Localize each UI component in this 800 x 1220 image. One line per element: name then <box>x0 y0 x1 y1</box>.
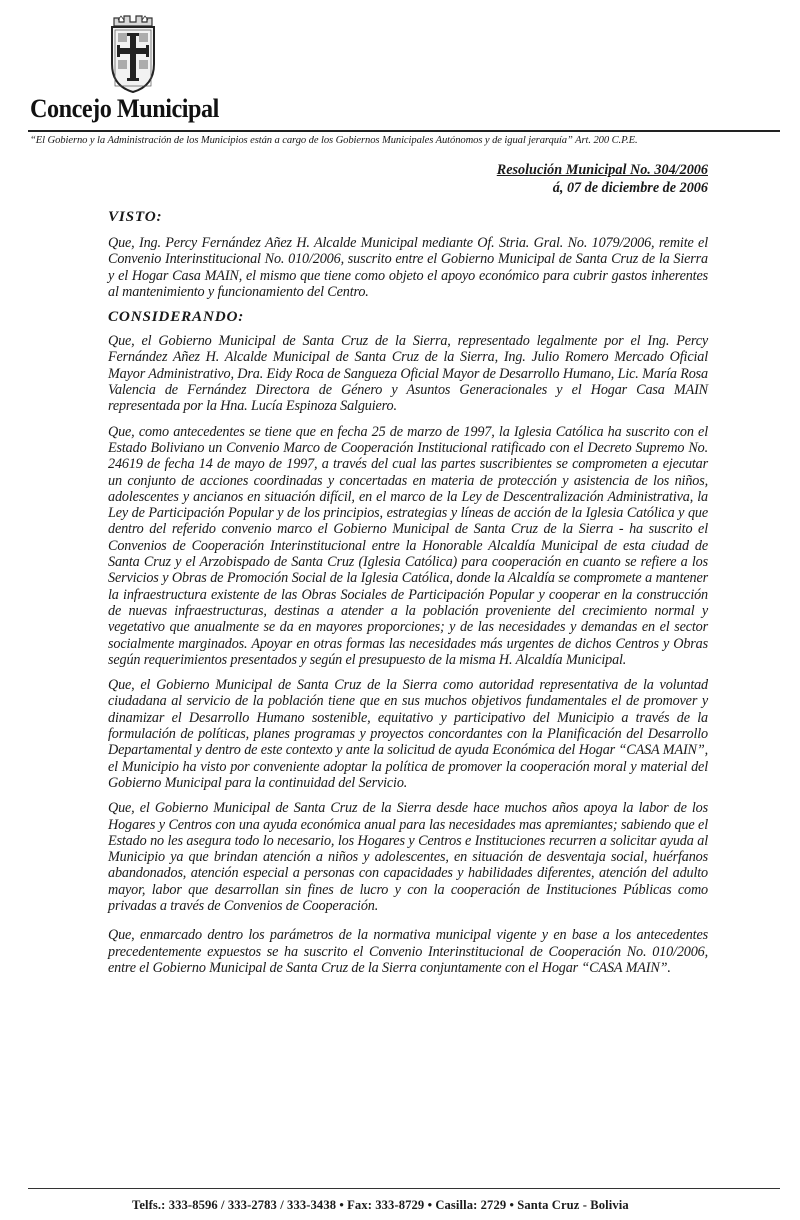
footer-divider <box>28 1188 780 1189</box>
document-body <box>108 208 708 976</box>
considerando-paragraph: Que, el Gobierno Municipal de Santa Cruz de la Sierra como autoridad representativa de la voluntad ciudadana al servicio de la población tiene que en sus muchos objetivos fundamentales el de promover y dinamizar el Desarrollo Humano sostenible, equitativo y participativo del Municipio a través de la formulación de políticas, planes programas y proyectos concordantes con la Planificación del Desarrollo Departamental y dentro de este contexto y ante la solicitud de ayuda Económica del Hogar “CASA MAIN”, el Municipio ha visto por conveniente adoptar la política de promover la cooperación moral y material del Gobierno Municipal para la continuidad del Servicio. <box>108 677 708 791</box>
considerando-paragraph: Que, el Gobierno Municipal de Santa Cruz de la Sierra, representado legalmente por el Ing. Percy Fernández Añez H. Alcalde Municipal de Santa Cruz de la Sierra, Ing. Julio Romero Mercado Oficial Mayor Administrativo, Dra. Eidy Roca de Sangueza Oficial Mayor de Desarrollo Humano, Lic. María Rosa Valencia de Fernández Directora de Género y Asuntos Generacionales y el Hogar Casa MAIN representada por la Hna. Lucía Espinoza Salguiero. <box>108 333 708 415</box>
organization-title: Concejo Municipal <box>30 94 219 123</box>
municipal-coat-of-arms-icon <box>108 12 158 96</box>
section-heading-considerando: CONSIDERANDO: <box>108 308 245 326</box>
visto-paragraph: Que, Ing. Percy Fernández Añez H. Alcalde Municipal mediante Of. Stria. Gral. No. 1079/2006, remite el Convenio Interinstitucional No. 010/2006, suscrito entre el Gobierno Municipal de Santa Cruz de la Sierra y el Hogar Casa MAIN, el mismo que tiene como objeto el apoyo económico para cubrir gastos inherentes al mantenimiento y funcionamiento del Centro. <box>108 235 708 300</box>
considerando-paragraph: Que, como antecedentes se tiene que en fecha 25 de marzo de 1997, la Iglesia Católica ha suscrito con el Estado Boliviano un Convenio Marco de Cooperación Institucional ratificado con el Decreto Supremo No. 24619 de fecha 14 de mayo de 1997, a través del cual las partes suscribientes se comprometen a ejecutar un conjunto de acciones coordinadas y concertadas en materia de protección y asistencia de los niños, adolescentes y ancianos en situación difícil, en el marco de la Ley de Descentralización Administrativa, la Ley de Participación Popular y de los principios, estrategias y líneas de acción de la Iglesia Católica y que dentro del referido convenio marco el Gobierno Municipal de Santa Cruz de la Sierra - ha suscrito el Convenios de Cooperación Interinstitucional entre la Honorable Alcaldía Municipal de esta ciudad de Santa Cruz y el Arzobispado de Santa Cruz (Iglesia Católica) para cooperación en cuanto se refiere a los Servicios y Obras de Promoción Social de la Iglesia Católica, donde la Alcaldía se compromete a mantener la infraestructura existente de las Obras Sociales de Participación Popular y cooperar en la construcción de nuevas infraestructuras, destinas a atender a la población proveniente del crecimiento normal y vegetativo que anualmente se da en mayores proporciones; y de las necesidades y demandas en el sector socialmente marginados. Apoyar en otras formas las necesidades más urgentes de dichos Centros y Obras según requerimientos presentados y según el presupuesto de la misma H. Alcaldía Municipal. <box>108 423 708 668</box>
constitutional-motto: “El Gobierno y la Administración de los Municipios están a cargo de los Gobiernos Municipales Autónomos y de igual jerarquía” Art. 200 C.P.E. <box>30 135 638 146</box>
considerando-paragraph: Que, el Gobierno Municipal de Santa Cruz de la Sierra desde hace muchos años apoya la labor de los Hogares y Centros con una ayuda económica anual para las necesidades mas apremiantes; sabiendo que el Estado no les asegura todo lo necesario, los Hogares y Centros e Instituciones recurren a solicitar ayuda al Municipio ya que brindan atención a niños y adolescentes, en situación de desventaja social, huérfanos abandonados, atención especial a personas con capacidades y habilidades diferentes, atención del adulto mayor, labor que desarrollan sin fines de lucro y con la cooperación de Instituciones Públicas como privadas a través de Convenios de Cooperación. <box>108 800 708 914</box>
header-divider <box>28 130 780 132</box>
resolution-title: Resolución Municipal No. 304/2006 <box>496 162 708 178</box>
resolution-block <box>497 161 708 197</box>
section-heading-visto: VISTO: <box>108 208 163 225</box>
resolution-date: á, 07 de diciembre de 2006 <box>552 180 708 196</box>
footer-contact: Telfs.: 333-8596 / 333-2783 / 333-3438 • Fax: 333-8729 • Casilla: 2729 • Santa Cruz - Bolivia <box>132 1198 629 1212</box>
considerando-paragraph: Que, enmarcado dentro los parámetros de la normativa municipal vigente y en base a los antecedentes precedentemente expuestos se ha suscrito el Convenio Interinstitucional de Cooperación No. 010/2006, entre el Gobierno Municipal de Santa Cruz de la Sierra conjuntamente con el Hogar “CASA MAIN”. <box>108 927 708 976</box>
